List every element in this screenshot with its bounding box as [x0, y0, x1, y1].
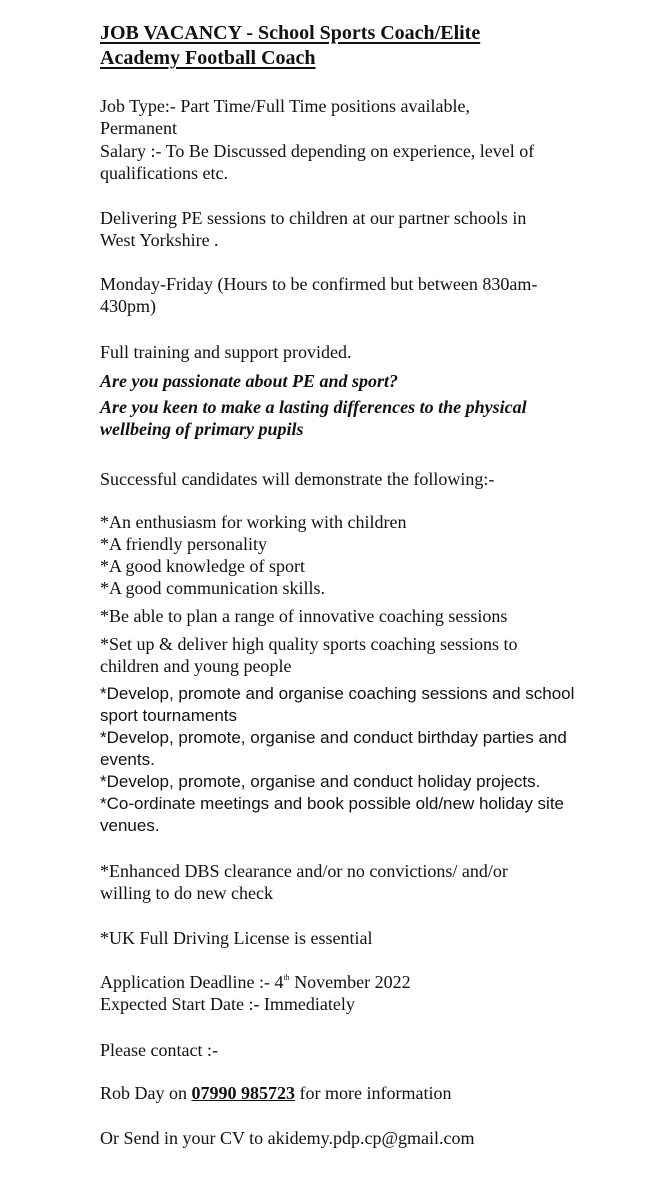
requirements-list	[100, 511, 620, 599]
list-item: events.	[100, 750, 155, 769]
email-text: Or Send in your CV to akidemy.pdp.cp@gmail.com	[100, 1128, 475, 1148]
hours-line-1: Monday-Friday (Hours to be confirmed but between 830am-	[100, 274, 538, 294]
salary-line-2: qualifications etc.	[100, 163, 228, 183]
question-keen-line-1: Are you keen to make a lasting differences to the physical	[100, 397, 527, 417]
question-keen-line-2: wellbeing of primary pupils	[100, 419, 304, 439]
list-item: sport tournaments	[100, 706, 238, 725]
hours-line-2: 430pm)	[100, 296, 156, 316]
contact-text: Rob Day on 07990 985723 for more information	[100, 1083, 452, 1103]
list-item: *Set up & deliver high quality sports coaching sessions to children and young people	[100, 634, 518, 676]
training-text: Full training and support provided.	[100, 342, 352, 362]
list-item: *Be able to plan a range of innovative coaching sessions	[100, 606, 508, 626]
job-type-line-2: Permanent	[100, 118, 177, 138]
salary-text	[100, 140, 620, 184]
question-passionate: Are you passionate about PE and sport?	[100, 371, 399, 391]
start-date-text: Expected Start Date :- Immediately	[100, 994, 355, 1014]
deadline-ordinal: th	[283, 973, 290, 982]
list-item: *A good communication skills.	[100, 578, 325, 598]
contact-intro: Please contact :-	[100, 1040, 218, 1060]
deadline-text: Application Deadline :- 4th November 2022 Expected Start Date :- Immediately	[100, 971, 620, 1015]
job-type-text	[100, 95, 620, 139]
list-item: venues.	[100, 816, 160, 835]
list-item: *Develop, promote and organise coaching sessions and school	[100, 684, 575, 703]
page-title	[100, 21, 640, 71]
dbs-text: *Enhanced DBS clearance and/or no convictions/ and/or willing to do new check	[100, 861, 508, 903]
phone-number[interactable]: 07990 985723	[191, 1083, 295, 1103]
list-item: *A friendly personality	[100, 534, 267, 554]
delivering-line-2: West Yorkshire .	[100, 230, 219, 250]
candidates-intro: Successful candidates will demonstrate the following:-	[100, 469, 495, 489]
list-item: *A good knowledge of sport	[100, 556, 305, 576]
list-item: *Co-ordinate meetings and book possible old/new holiday site	[100, 794, 565, 813]
delivering-text	[100, 207, 620, 251]
title-line-1: JOB VACANCY - School Sports Coach/Elite	[100, 22, 481, 44]
question-keen	[100, 396, 620, 440]
list-item: *Develop, promote, organise and conduct birthday parties and	[100, 728, 567, 747]
title-line-2: Academy Football Coach	[100, 47, 316, 69]
salary-line-1: Salary :- To Be Discussed depending on experience, level of	[100, 141, 535, 161]
list-item: *Develop, promote, organise and conduct holiday projects.	[100, 772, 541, 791]
driving-text: *UK Full Driving License is essential	[100, 928, 373, 948]
list-item: *An enthusiasm for working with children	[100, 512, 407, 532]
requirements-list-sans	[100, 683, 620, 837]
delivering-line-1: Delivering PE sessions to children at our partner schools in	[100, 208, 527, 228]
hours-text	[100, 273, 620, 317]
job-type-line-1: Job Type:- Part Time/Full Time positions available,	[100, 96, 470, 116]
